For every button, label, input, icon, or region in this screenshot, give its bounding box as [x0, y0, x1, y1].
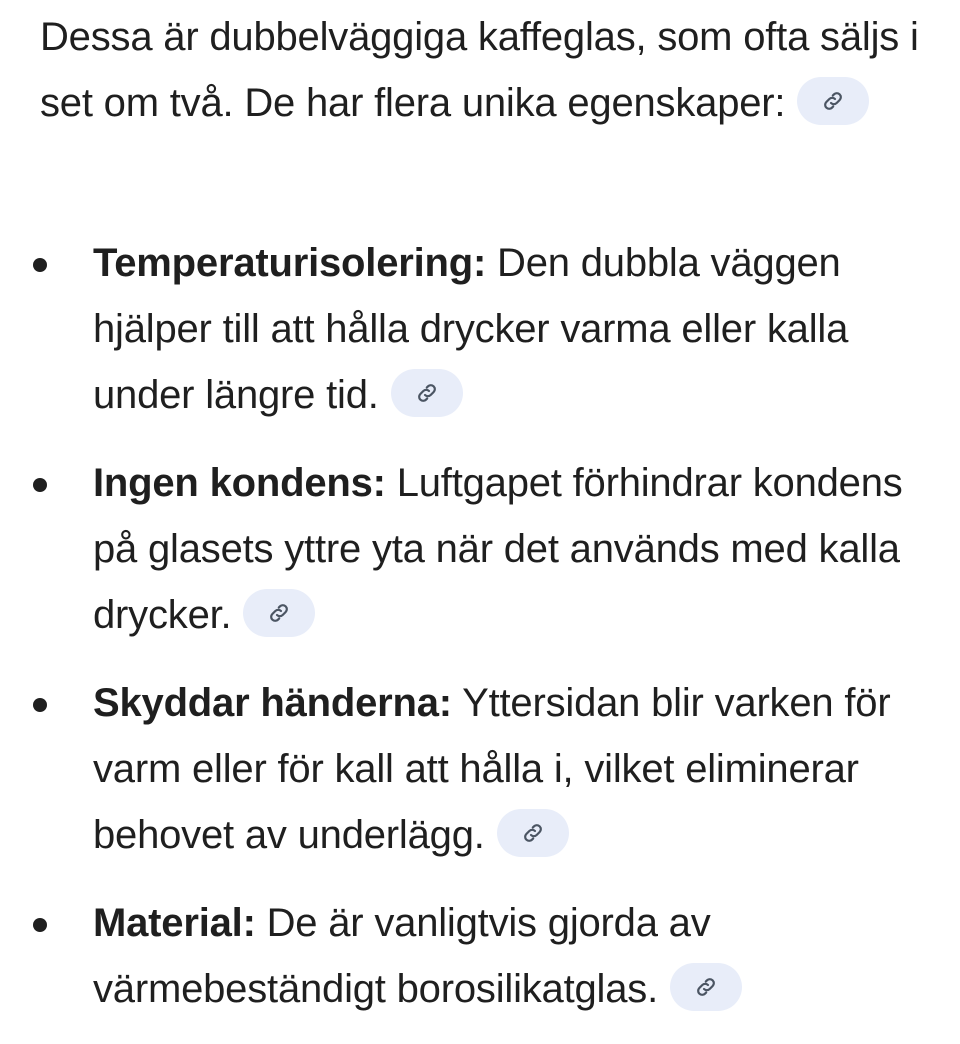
bullet-dot	[33, 258, 47, 272]
source-link-chip[interactable]	[391, 369, 463, 417]
bullet-text: Luftgapet förhindrar kondens på glasets yttre yta när det används med kalla drycker.	[93, 461, 903, 637]
bullet-title: Ingen kondens:	[93, 461, 386, 505]
link-icon	[267, 601, 291, 625]
list-item	[40, 670, 955, 868]
link-icon	[821, 89, 845, 113]
bullet-dot	[33, 478, 47, 492]
link-icon	[521, 821, 545, 845]
list-item	[40, 230, 955, 428]
bullet-dot	[33, 918, 47, 932]
bullet-dot	[33, 698, 47, 712]
intro-text: Dessa är dubbelväggiga kaffeglas, som ofta säljs i set om två. De har flera unika egenskaper:	[40, 15, 919, 125]
bullet-title: Material:	[93, 901, 256, 945]
intro-paragraph	[40, 4, 955, 136]
bullet-title: Temperaturisolering:	[93, 241, 487, 285]
bullet-text: Den dubbla väggen hjälper till att hålla drycker varma eller kalla under längre tid.	[93, 241, 849, 417]
link-icon	[415, 381, 439, 405]
source-link-chip[interactable]	[670, 963, 742, 1011]
feature-list	[40, 230, 955, 1044]
source-link-chip[interactable]	[497, 809, 569, 857]
response-content	[40, 4, 955, 1011]
bullet-text: Yttersidan blir varken för varm eller för kall att hålla i, vilket eliminerar behovet av underlägg.	[93, 681, 891, 857]
list-item	[40, 890, 955, 1022]
list-item	[40, 450, 955, 648]
bullet-title: Skyddar händerna:	[93, 681, 452, 725]
source-link-chip[interactable]	[243, 589, 315, 637]
link-icon	[694, 975, 718, 999]
bullet-text: De är vanligtvis gjorda av värmebeständigt borosilikatglas.	[93, 901, 711, 1011]
source-link-chip[interactable]	[797, 77, 869, 125]
